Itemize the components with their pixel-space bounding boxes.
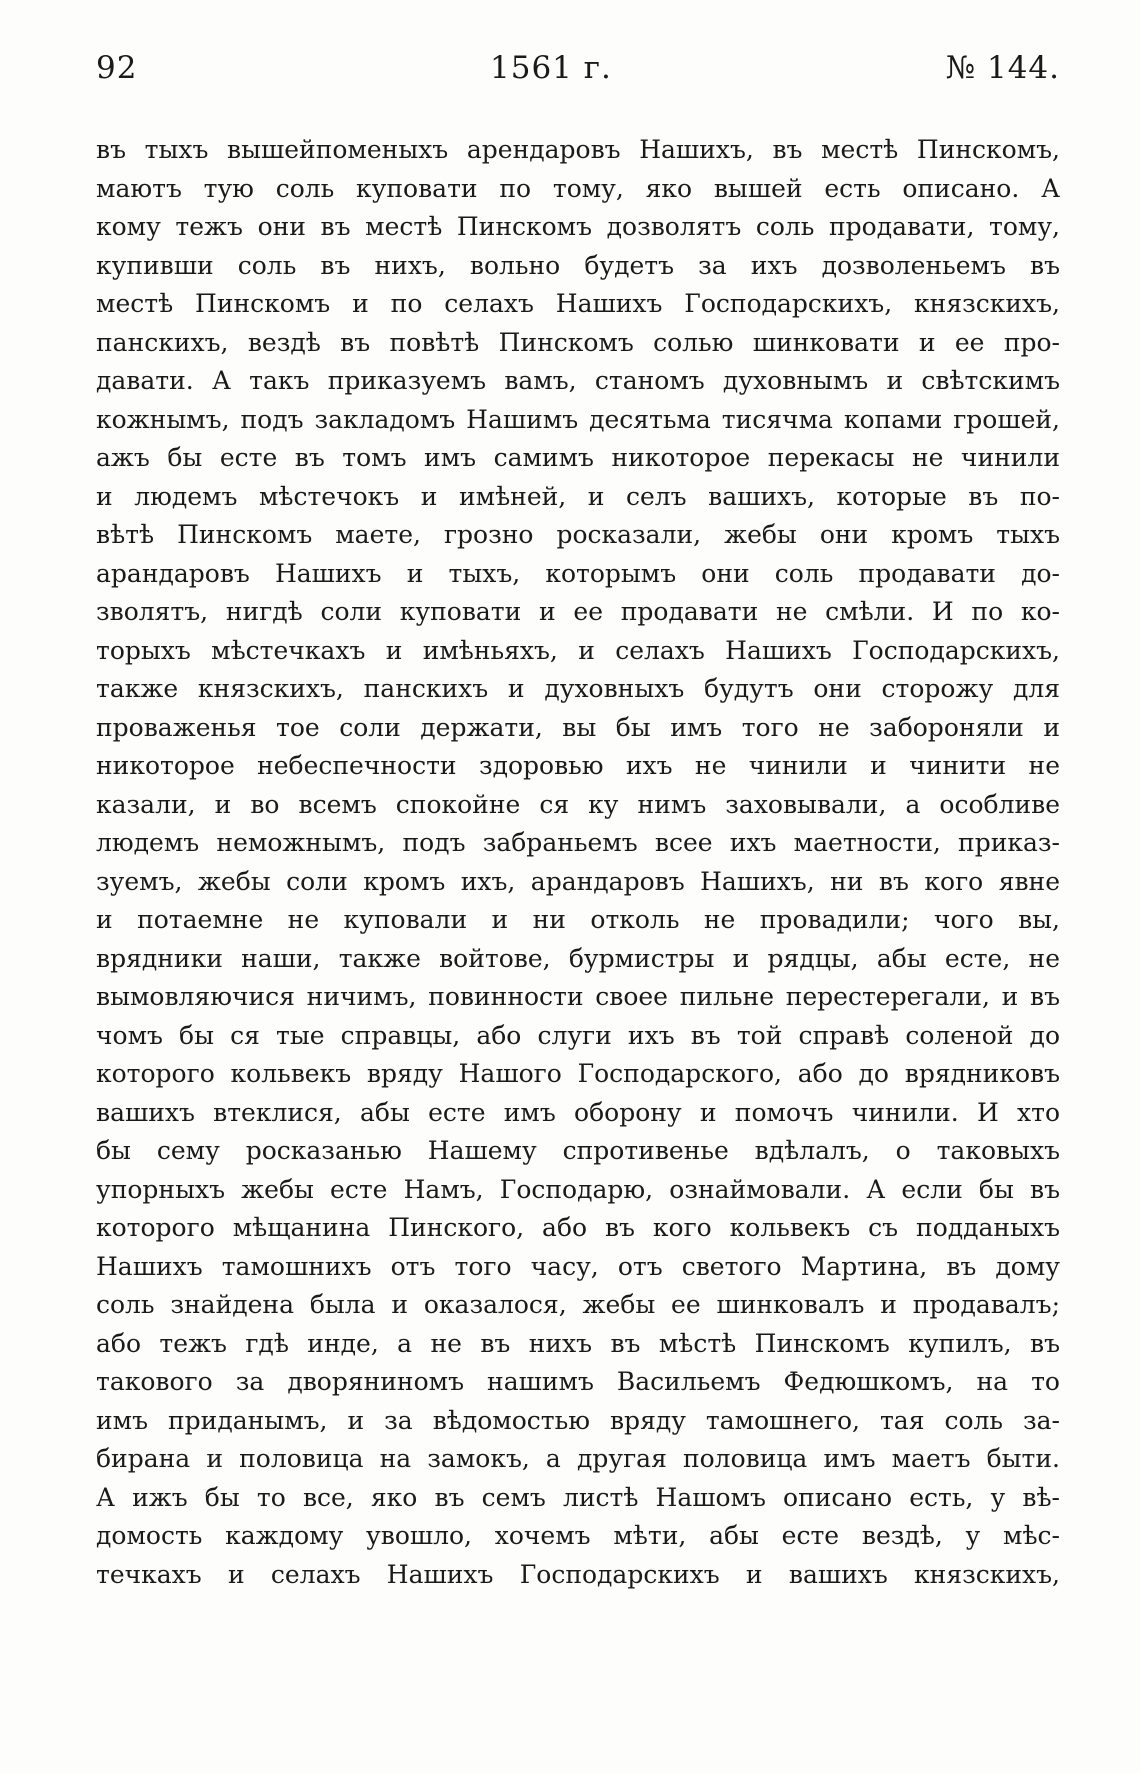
text-line: таковогo за дворяниномъ нашимъ Васильемъ Федюшкомъ, на то <box>96 1367 1060 1396</box>
text-line: местѣ Пинскомъ и по селахъ Нашихъ Господарскихъ, князскихъ, <box>96 289 1060 318</box>
text-line: также князскихъ, панскихъ и духовныхъ будутъ они сторожу для <box>96 674 1060 703</box>
text-line: течкахъ и селахъ Нашихъ Господарскихъ и вашихъ князскихъ, <box>96 1559 1060 1589</box>
text-line: зуемъ, жебы соли кромъ ихъ, арандаровъ Нашихъ, ни въ кого явне <box>96 866 1060 896</box>
text-line: вѣтѣ Пинскомъ маете, грозно росказали, жебы они кромъ тыхъ <box>96 520 1060 549</box>
text-line: и потаемне не куповали и ни отколь не провадили; чого вы, <box>96 905 1060 934</box>
text-line: бы сему росказанью Нашему спротивенье вдѣлалъ, о таковыхъ <box>96 1136 1060 1165</box>
text-line: никоторое небеспечности здоровью ихъ не чинили и чинити не <box>96 751 1060 780</box>
text-line: въ тыхъ вышейпоменыхъ арендаровъ Нашихъ, въ местѣ Пинскомъ, <box>96 135 1060 164</box>
text-line: проваженья тое соли держати, вы бы имъ того не забороняли и <box>96 712 1060 742</box>
text-line: бирана и половица на замокъ, а другая половица имъ маетъ быти. <box>96 1444 1060 1473</box>
text-line: кожнымъ, подъ закладомъ Нашимъ десятьма тисячма копами грошей, <box>96 404 1060 434</box>
document-number: № 144. <box>945 50 1060 86</box>
text-line: кому тежъ они въ местѣ Пинскомъ дозволятъ соль продавати, тому, <box>96 212 1060 241</box>
text-line: и людемъ мѣстечокъ и имѣней, и селъ вашихъ, которые въ по- <box>96 481 1060 511</box>
text-line: чомъ бы ся тые справцы, або слуги ихъ въ той справѣ соленой до <box>96 1020 1060 1050</box>
text-line: або тежъ гдѣ инде, а не въ нихъ въ мѣстѣ Пинскомъ купилъ, въ <box>96 1328 1060 1358</box>
text-line: соль знайдена была и оказалося, жебы ее шинковалъ и продавалъ; <box>96 1290 1060 1319</box>
text-line: вымовляючися ничимъ, повинности своее пильне перестерегали, и въ <box>96 982 1060 1011</box>
text-line: зволятъ, нигдѣ соли куповати и ее продавати не смѣли. И по ко- <box>96 597 1060 626</box>
text-line: ажъ бы есте въ томъ имъ самимъ никоторое перекасы не чинили <box>96 443 1060 472</box>
text-line: давати. А такъ приказуемъ вамъ, станомъ духовнымъ и свѣтскимъ <box>96 366 1060 395</box>
text-line: которого мѣщанина Пинского, або въ кого кольвекъ съ подданыхъ <box>96 1213 1060 1242</box>
text-line: людемъ неможнымъ, подъ забраньемъ всее ихъ маетности, приказ- <box>96 828 1060 857</box>
page-number: 92 <box>96 50 138 86</box>
text-line: врядники наши, также войтове, бурмистры и рядцы, абы есте, не <box>96 943 1060 973</box>
text-line: маютъ тую соль куповати по тому, яко вышей есть описано. А <box>96 173 1060 203</box>
text-line: Нашихъ тамошнихъ отъ того часу, отъ светого Мартина, въ дому <box>96 1251 1060 1281</box>
body-text <box>96 131 1060 1594</box>
document-year: 1561 г. <box>490 50 612 86</box>
text-line: арандаровъ Нашихъ и тыхъ, которымъ они соль продавати до- <box>96 558 1060 588</box>
text-line: имъ приданымъ, и за вѣдомостью вряду тамошнего, тая соль за- <box>96 1405 1060 1435</box>
text-line: казали, и во всемъ спокойне ся ку нимъ заховывали, а особливе <box>96 789 1060 819</box>
text-line: домость каждому увошло, хочемъ мѣти, абы есте вездѣ, у мѣс- <box>96 1521 1060 1550</box>
text-line: упорныхъ жебы есте Намъ, Господарю, ознаймовали. А если бы въ <box>96 1174 1060 1204</box>
text-line: панскихъ, вездѣ въ повѣтѣ Пинскомъ солью шинковати и ее про- <box>96 327 1060 357</box>
text-line: торыхъ мѣстечкахъ и имѣньяхъ, и селахъ Нашихъ Господарскихъ, <box>96 635 1060 665</box>
running-head <box>96 50 1060 96</box>
text-line: А ижъ бы то все, яко въ семъ листѣ Нашомъ описано есть, у вѣ- <box>96 1482 1060 1512</box>
text-line: вашихъ втеклися, абы есте имъ оборону и помочъ чинили. И хто <box>96 1097 1060 1127</box>
text-line: которого кольвекъ вряду Нашого Господарского, або до врядниковъ <box>96 1059 1060 1088</box>
text-line: купивши соль въ нихъ, вольно будетъ за ихъ дозволеньемъ въ <box>96 250 1060 280</box>
